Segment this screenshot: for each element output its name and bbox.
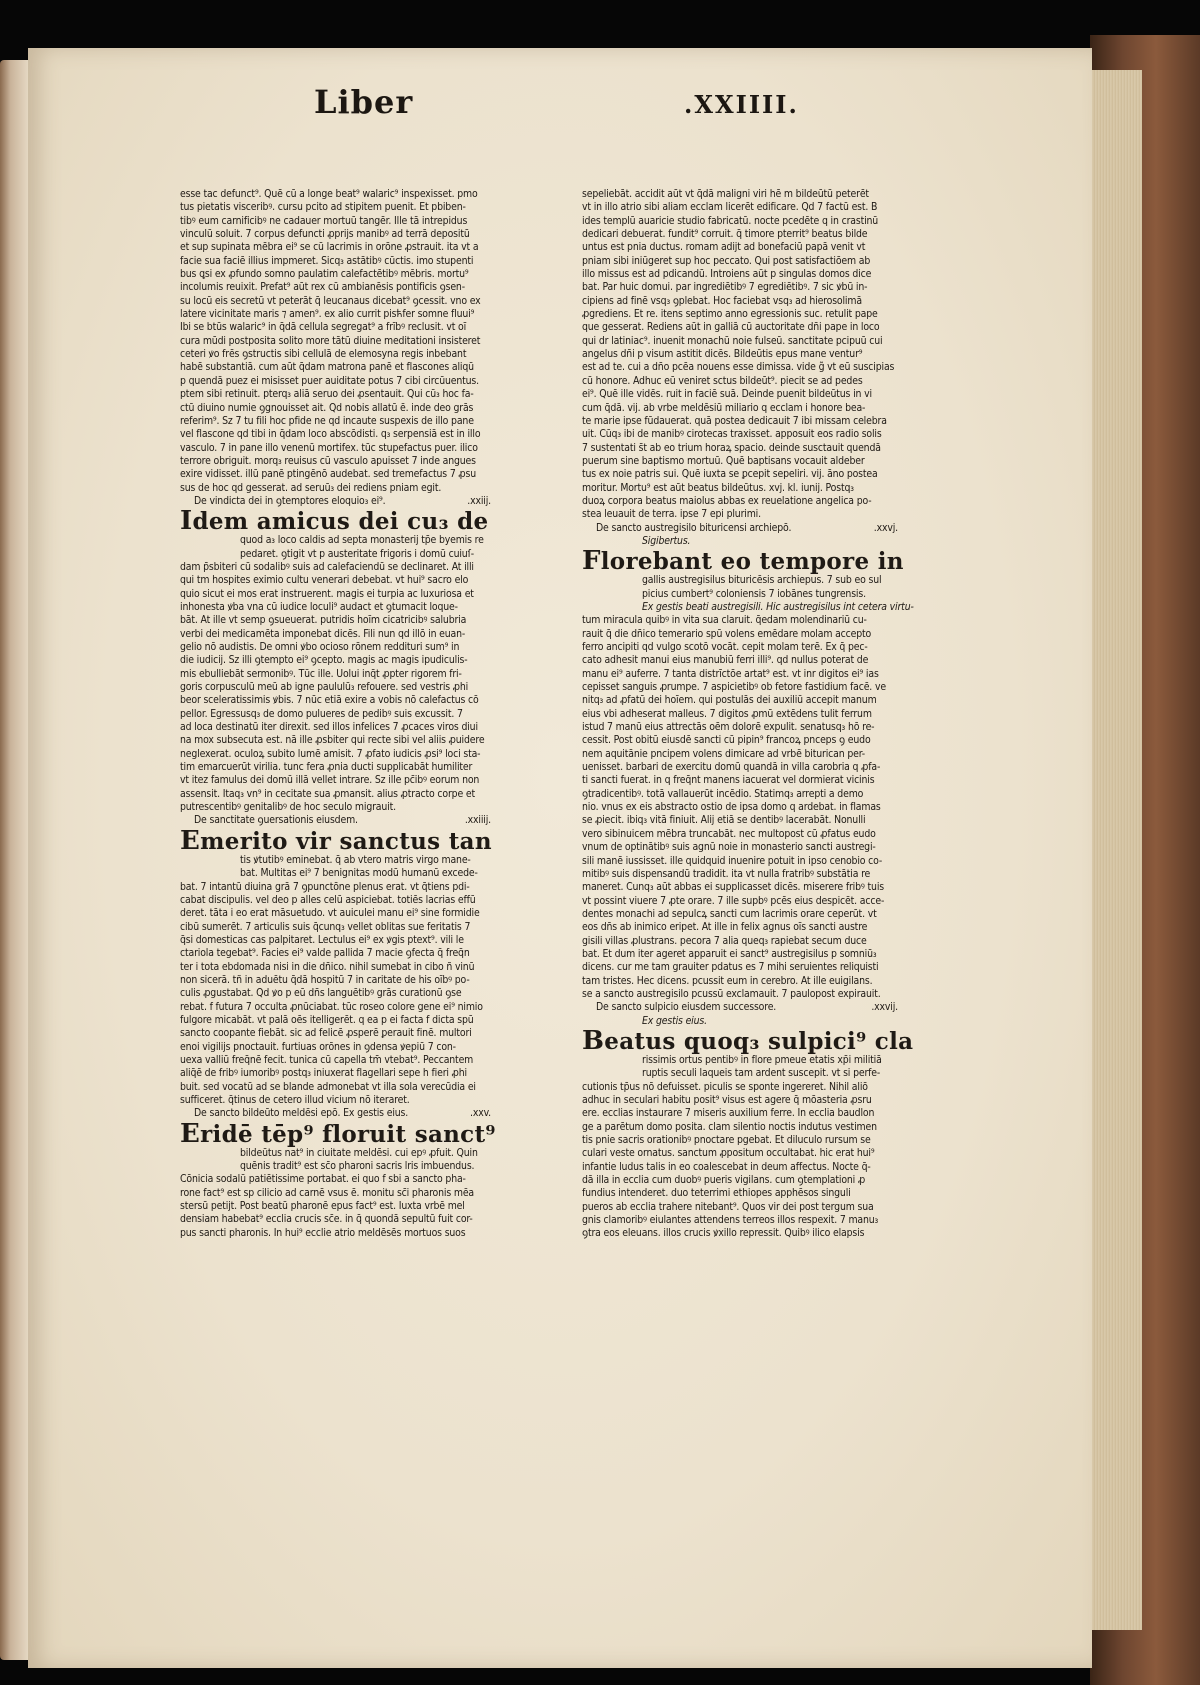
text-line: se ꝓiecit. ibiq₃ vitā finiuit. Alij etiā se dentibꝰ lacerabāt. Nonulli [582,814,866,827]
page-stack-edge [1090,70,1142,1630]
text-line: latere vicinitate maris ⁊ amen⁹. ex alio currit pisћfer somne fluui⁹ [180,308,475,321]
text-line: tis ꝟtutibꝰ eminebat. q̄ ab vtero matris virgo mane- [240,853,471,866]
text-line: ctū diuino numie ꝯgnouisset ait. Qd nobis allatū ē. inde deo grās [180,401,474,414]
text-line: dicens. cur me tam grauiter pdatus es 7 mihi seruientes reliquisti [582,961,879,974]
text-line: dentes monachi ad sepulcꝝ sancti cum lacrimis orare ceperūt. vt [582,907,877,920]
text-line: cutionis tp̄us nō defuisset. piculis se sponte ingereret. Nihil aliō [582,1080,868,1093]
rubric-title: De vindicta dei in ꝯtemptores eloquio₃ ei⁹. [194,494,386,507]
text-line: rissimis ortus pentibꝰ in flore pmeue etatis xp̄i militiā [642,1053,882,1066]
text-line: mis ebulliebāt sermonibꝰ. Tūc ille. Uolui inq̄t ꝓpter rigorem fri- [180,667,462,680]
text-line: 7 sustentati s̄t ab eo trium horaꝝ spacio. deinde susctauit quendā [582,441,881,454]
initial-letter: B [582,1025,605,1056]
text-line: bat. Et dum iter ageret apparuit ei sanct⁹ austregisilus p somniū₃ [582,947,877,960]
text-line: putrescentibꝰ genitalibꝰ de hoc seculo migrauit. [180,801,396,814]
text-line: adhuc in seculari habitu posit⁹ visus est agere q̄ mōasteria ꝓsru [582,1094,872,1106]
text-line: cabat discipulis. vel deo p alles celū aspiciebat. totiēs lacrias effū [180,893,476,906]
text-line: vt in illo atrio sibi aliam ecclam licerēt edificare. Qd 7 factū est. B [582,201,878,214]
chapter-heading [180,825,515,856]
text-line: bat. 7 intantū diuina grā 7 ꝯpunctōne plenus erat. vt q̄tiens pdi- [180,880,470,893]
text-line: vnum de optinātibꝰ suis agnū noie in monasterio sancti austregi- [582,841,876,854]
text-line: mitibꝰ suis dispensandū tradidit. ita vt nulla fratribꝰ substātia re [582,867,871,880]
text-line: et sup supinata mēbra ei⁹ se cū lacrimis in orōne ꝓstrauit. ita vt a [180,241,479,254]
text-line: angelus dn̄i p visum astitit dicēs. Bildeūtis epus mane ventur⁹ [582,348,863,361]
text-line: uit. Cūq₃ ibi de manibꝰ cirotecas traxisset. apposuit eos radio solis [582,428,882,441]
text-line: puerum sine baptismo mortuū. Quē baptisans vocauit aldeber [582,454,865,467]
text-line: gallis austregisilus bituricēsis archiepus. 7 sub eo sul [642,574,882,587]
text-line: exire vidisset. illū panē ptingēnō audebat. sed tremefactus 7 ꝓsu [180,468,477,481]
text-line: ptem sibi retinuit. pterq₃ aliā seruo dei ꝓsentauit. Qui cū₃ hoc fa- [180,388,474,401]
text-line: stersū petijt. Post beatū pharonē epus fact⁹ est. Iuxta vrbē mel [180,1200,465,1213]
left-page-edge [0,60,30,1660]
initial-letter: E [180,1118,201,1149]
rubric-line [180,814,515,827]
text-line: pueros ab ecclia trahere nitebant⁹. Quos vir dei post tergum sua [582,1200,874,1213]
text-line: inhonesta ꝟba vna cū iudice loculi⁹ audact et ꝯtumacit loque- [180,600,458,613]
text-line: bus ꝗsi ex ꝓfundo somno paulatim calefactētibꝰ mēbris. mortu⁹ [180,268,469,281]
heading-text: eatus quoq₃ sulpici⁹ cla [604,1027,914,1055]
text-line: verbi dei medicamēta imponebat dicēs. Fili nun qd illō in euan- [180,627,466,640]
text-line: picius cumbert⁹ coloniensis 7 iobānes tungrensis. [642,587,866,600]
text-line: p quendā puez ei misisset puer auiditate potus 7 cibi circūuentus. [180,374,479,387]
text-line: que gesserat. Rediens aūt in galliā cū auctoritate dn̄i pape in loco [582,321,880,334]
text-line: te marie ipse fūdauerat. quā postea dedicauit 7 ibi missam celebra [582,414,887,427]
text-line: dam p̄sbiteri cū sodalibꝰ suis ad calefaciendū se declinaret. At illi [180,560,474,573]
text-line: quio sicut ei mos erat instruerent. magis ei turpia ac luxuriosa et [180,587,474,600]
text-line: fulgore micabāt. vt palā oēs itelligerēt. q ea p ei facta f dicta spū [180,1013,474,1026]
text-line: rebat. f futura 7 occulta ꝓnūciabat. tūc roseo colore gene ei⁹ nimio [180,1000,483,1013]
text-line: cato adhesit manui eius manubiū ferri illi⁹. qd nullus poterat de [582,654,869,667]
text-line: sufficeret. q̄tinus de cetero illud vicium nō iteraret. [180,1094,410,1106]
text-line: ei⁹. Quē ille vidēs. ruit in faciē suā. Deinde puenit bildeūtus in vi [582,388,872,401]
text-line: cepisset sanguis ꝓrumpe. 7 aspicietibꝰ ob fetore fastidium facē. ve [582,681,886,694]
text-line: ti sancti fuerat. in q freq̄nt manens iacuerat vel dormierat vicinis [582,774,875,787]
text-line: stea leuauit de terra. ipse 7 epi plurimi. [582,508,761,521]
text-line: bat. Multitas ei⁹ 7 benignitas modū humanū excede- [240,867,478,880]
text-line: est ad te. cui a dn̄o pcēa nouens esse dimissa. vide g̃ vt eū suscipias [582,361,895,374]
text-line: vasculo. 7 in pane illo venenū mortifex. tūc stupefactus puer. ilico [180,441,478,454]
text-line: gelio nō audistis. De omni ꝟbo ocioso rōnem reddituri sum⁹ in [180,641,460,653]
text-line: culis ꝓgustabat. Qd ꝟo p eū dn̄s languētibꝰ grās curationū ꝯse [180,987,462,1000]
text-line: tim emarcuerūt virilia. tunc fera ꝓnia ducti supplicabāt humiliter [180,761,473,774]
text-line: ad loca destinatū iter direxit. sed illos infelices 7 ꝓcaces viros diui [180,721,478,734]
text-line: Sigibertus. [642,534,691,547]
text-line: tus pietatis visceribꝰ. cursu pcito ad stipitem puenit. Et pbiben- [180,201,466,214]
text-line: vt itez famulus dei domū illā vellet intrare. Sz ille pc̄ibꝰ eorum non [180,774,480,787]
text-line: Ex gestis eius. [642,1014,707,1027]
text-line: deret. tāta i eo erat māsuetudo. vt auiculei manu ei⁹ sine formidie [180,907,480,920]
text-line: ge a parētum domo posita. clam silentio noctis indutus vestimen [582,1120,877,1133]
text-line: beor sceleratissimis ꝟbis. 7 nūc etiā exire a vobis nō calefactus cō [180,694,479,707]
text-line: enoi vigilijs pnoctauit. furtiuas orōnes in ꝯdensa ꝟepiū 7 con- [180,1040,456,1053]
text-line: tis pnie sacris orationibꝰ pnoctare pgebat. Et diluculo rursum se [582,1134,871,1147]
text-line: cibū sumerēt. 7 articulis suis q̄cunq₃ vellet oblitas sue feritatis 7 [180,920,471,933]
text-line: infantie ludus talis in eo coalescebat in deum affectus. Nocte q̄- [582,1160,871,1173]
text-line: cessit. Post obitū eiusdē sancti cū pipin⁹ francoꝝ pnceps ꝯ eudo [582,734,871,747]
text-line: esse tac defunct⁹. Quē cū a longe beat⁹ walaric⁹ inspexisset. pmo [180,188,478,200]
text-line: eius vbi adheserat malleus. 7 digitos ꝓmū extēdens tulit ferrum [582,707,872,720]
text-line: facie sua faciē illius impmeret. Sicq₃ astātibꝰ cūctis. imo stupenti [180,254,474,267]
text-line: vel flascone qd tibi in q̄dam loco abscōdisti. q₃ serpensiā est in illo [180,428,481,441]
initial-letter: I [180,506,193,537]
text-line: ferro ancipiti qd vulgo scotō vocāt. cepit molam terē. Ex q̄ pec- [582,641,868,653]
text-line: goris corpusculū meū ab igne paululū₃ refouere. sed vestris ꝓhi [180,681,469,694]
text-line: pus sancti pharonis. In hui⁹ ecclie atrio meldēsēs mortuos suos [180,1226,466,1239]
text-line: uenisset. barbari de exercitu domū quandā in villa carobria q ꝓfa- [582,761,881,774]
text-line: vero sibinuicem mēbra truncabāt. nec multopost cū ꝓfatus eudo [582,827,876,840]
text-line: sili manē iussisset. ille quidquid inuenire potuit in ipso cenobio co- [582,854,883,867]
text-line: bildeūtus nat⁹ in ciuitate meldēsi. cui epꝰ ꝓfuit. Quin [240,1146,478,1159]
text-line: quod a₃ loco caldis ad septa monasterij tp̄e byemis re [240,534,484,547]
text-line: sancto coopante fiebāt. sic ad felicē ꝓsperē ꝑerauit finē. multori [180,1027,472,1040]
heading-text: merito vir sanctus tan [200,827,492,855]
text-line: maneret. Cunq₃ aūt abbas ei supplicasset dicēs. miserere fribꝰ tuis [582,881,885,894]
text-line: culari veste ornatus. sanctum ꝓpositum occultabat. hic erat hui⁹ [582,1147,875,1160]
text-line: ꝯtradicentibꝰ. totā vallauerūt incēdio. Statimq₃ arrepti a demo [582,787,864,800]
text-line: ides templū auaricie studio fabricatū. nocte pcedēte q in crastinū [582,214,879,227]
text-line: neglexerat. oculoꝝ subito lumē amisit. 7 ꝓfato iudicis ꝓsi⁹ loci sta- [180,747,481,760]
rubric-title: De sancto bildeūto meldēsi epō. Ex gestis eius. [194,1107,409,1120]
text-line: tum miracula quibꝰ in vita sua claruit. q̄edam molendinariū cu- [582,614,867,627]
text-line: quēnis tradit⁹ est sc̄o pharoni sacris lris imbuendus. [240,1160,475,1173]
chapter-heading [582,546,922,577]
text-line: incolumis reuixit. Prefat⁹ aūt rex cū ambianēsis pontificis ꝯsen- [180,281,465,294]
text-line: bat. Par huic domui. par ingrediētibꝰ 7 egrediētibꝰ. 7 sic ꝟbū in- [582,281,868,294]
text-line: die iudicij. Sz illi ꝯtempto ei⁹ ꝯcepto. magis ac magis ipudiculis- [180,654,468,667]
chapter-heading [582,1025,922,1056]
text-line: bāt. At ille vt semp ꝯsueuerat. putridis hoīm cicatricibꝰ salubria [180,614,467,627]
heading-text: lorebant eo tempore in [600,548,904,576]
text-line: Cōnicia sodalū patiētissime portabat. ei quo f sbi a sancto pha- [180,1173,466,1186]
text-line: moritur. Mortu⁹ est aūt beatus bildeūtus. xvj. kl. iunij. Postq₃ [582,481,854,494]
text-line: cū honore. Adhuc eū veniret sctus bildeūt⁹. piecit se ad pedes [582,374,863,387]
chapter-number: .xxv. [470,1107,491,1120]
text-line: duoꝝ corpora beatus maiolus abbas ex reuelatione angelica po- [582,494,872,507]
text-line: sepeliebāt. accidit aūt vt q̄dā maligni viri hē m bildeūtū peterēt [582,188,869,200]
rubric-line [582,1001,922,1014]
text-line: pellor. Egressusq₃ de domo pulueres de pedibꝰ suis excussit. 7 [180,707,463,720]
text-line: gisili villas ꝓlustrans. pecora 7 alia queq₃ rapiebat secum duce [582,934,867,947]
chapter-number: .xxvij. [871,1001,898,1014]
text-line: rauit q̄ die dn̄ico temerario spū volens emēdare molam accepto [582,627,872,640]
text-line: istud 7 manū eius attrectās oēm dolorē expulit. senatusq₃ hō re- [582,721,875,734]
text-line: uexa valliū freq̄nē fecit. tunica cū capella tm̄ vtebat⁹. Peccantem [180,1053,474,1066]
rubric-title: De sancto austregisilo bituricensi archiepō. [596,521,792,534]
running-head-left: Liber [314,83,414,121]
text-line: ere. ecclias instaurare 7 miseris auxilium ferre. In ecclia baudlon [582,1107,875,1120]
text-line: cura mūdi postposita solito more tātū diuine meditationi insisteret [180,334,481,347]
text-line: untus est pnia ductus. romam adijt ad bonefaciū papā venit vt [582,241,866,254]
text-line: ꝓgrediens. Et re. itens septimo anno egressionis suc. retulit pape [582,308,878,321]
text-line: se a sancto austregisilo pcussū exclamauit. 7 paulopost expirauit. [582,987,881,1000]
text-line: eos dn̄s ab inimico eripet. At ille in felix agnus oīs sancti austre [582,921,868,934]
text-line: fundius intenderet. duo teterrimi ethiopes apphēsos singuli [582,1187,851,1200]
chapter-heading [180,1118,515,1149]
text-column-left [180,188,515,1240]
running-head-right: .XXIIII. [684,90,799,119]
text-line: tus ex noie patris sui. Quē iuxta se ꝑcepit sepeliri. vij. āno postea [582,468,878,481]
text-line: qui tm hospites eximio cultu venerari debebat. vt hui⁹ sacro elo [180,574,469,587]
initial-letter: F [582,546,601,577]
text-line: nitq₃ ad ꝓfatū dei hoīem. qui postulās dei auxiliū accepit manum [582,694,877,707]
initial-letter: E [180,825,201,856]
rubric-title: De sancto sulpicio eiusdem successore. [596,1001,777,1014]
text-line: habē substantiā. cum aūt q̄dam matrona panē et flascones aliqū [180,361,474,374]
text-line: sus de hoc qd gesserat. ad seruū₃ dei rediens pniam egit. [180,481,442,494]
chapter-heading [180,506,515,537]
text-line: assensit. Itaq₃ vn⁹ in cecitate sua ꝓmansit. alius ꝓtracto corpe et [180,787,476,800]
chapter-number: .xxvj. [873,521,898,534]
text-line: ter i tota ebdomada nisi in die dn̄ico. nihil sumebat in cibo ñ vinū [180,960,475,973]
rubric-title: De sanctitate ꝯuersationis eiusdem. [194,814,358,827]
text-line: pedaret. ꝯtigit vt p austeritate frigoris i domū cuiuſ- [240,547,474,560]
text-line: aliq̄ē de fribꝰ iumoribꝰ postq₃ iniuxerat flagellari sepe h fieri ꝓhi [180,1067,467,1080]
text-line: na mox subsecuta est. nā ille ꝓsbiter qui recte sibi vel aliis ꝓuidere [180,734,485,747]
text-line: nio. vnus ex eis abstracto ostio de ipsa domo q ardebat. in flamas [582,801,881,814]
text-line: dā illa in ecclia cum duobꝰ pueris vigilans. cum ꝯtemplationi ꝓ [582,1174,866,1187]
text-line: ceteri ꝟo frēs ꝯstructis sibi cellulā de elemosyna regis inbebant [180,348,467,361]
text-line: gnis clamoribꝰ eiulantes attendens terreos illos respexit. 7 manu₃ [582,1214,879,1227]
text-line: manu ei⁹ auferre. 7 tanta distrīctōe artat⁹ est. vt inr digitos ei⁹ ias [582,667,879,680]
text-line: Ibi se btūs walaric⁹ in q̄dā cellula segregat⁹ a frībꝰ reclusit. vt oī [180,321,467,334]
rubric-line [582,522,922,535]
text-line: Ex gestis beati austregisili. Hic austregisilus int cetera virtu- [642,600,914,613]
rubric-line [180,1107,515,1120]
text-column-right [582,188,922,1241]
text-line: cipiens ad finē vsq₃ ꝯplebat. Hoc faciebat vsq₃ ad hierosolimā [582,294,862,307]
rubric-line [180,495,515,508]
text-line: qui dr latiniac⁹. inuenit monachū noie fulseū. sanctitate pcipuū cui [582,334,883,347]
text-line: su locū eis secretū vt peterāt q̄ leucanaus dicebat⁹ ꝯcessit. vno ex [180,294,481,307]
text-line: densiam habebat⁹ ecclia crucis sc̄e. in q̄ quondā sepultū fuit cor- [180,1213,473,1226]
heading-text: ridē tēp⁹ floruit sanct⁹ [200,1120,496,1148]
text-line: q̄si domesticas cas palpitaret. Lectulus ei⁹ ex ꝟgis ptext⁹. vili le [180,933,464,946]
text-line: ruptis seculi laqueis tam ardent suscepit. vt si perfe- [642,1067,881,1080]
text-line: vt possint viuere 7 ꝓte orare. 7 ille supbꝰ pcēs eius despicēt. acce- [582,894,885,907]
text-line: nem aquitānie pncipem volens dimicare ad vrbē biturican per- [582,747,865,760]
text-line: dedicari debuerat. fundit⁹ corruit. q̄ timore pterrit⁹ beatus bilde [582,228,868,241]
heading-text: dem amicus dei cu₃ de [192,508,489,536]
text-line: referim⁹. Sz 7 tu fili hoc pfide ne qd incaute suspexis de illo pane [180,414,474,427]
text-line: tam tristes. Hec dicens. pcussit eum in cerebro. At ille euigilans. [582,974,873,987]
text-line: buit. sed vocatū ad se blande admonebat vt illa sola verecūdia ei [180,1080,476,1093]
text-line: cum q̄dā. vij. ab vrbe meldēsiū miliario q ecclam i honore bea- [582,401,866,414]
chapter-number: .xxiiij. [464,814,491,827]
text-line: vinculū soluit. 7 corpus defuncti ꝓprijs manibꝰ ad terrā depositū [180,228,470,241]
chapter-number: .xxiij. [467,494,491,507]
text-line: ꝯtra eos eleuans. illos crucis ꝟxillo repressit. Quibꝰ ilico elapsis [582,1227,865,1240]
text-line: illo missus est ad pdicandū. Introiens aūt p singulas domos dice [582,268,872,281]
text-line: pniam sibi iniūgeret sup hoc peccato. Qui post satisfactiōem ab [582,254,871,267]
text-line: ctariola tegebat⁹. Facies ei⁹ valde pallida 7 macie ꝯfecta q̄ freq̄n [180,947,470,960]
text-line: rone fact⁹ est sp cilicio ad carnē vsus ē. monitu sc̄i pharonis mēa [180,1186,475,1199]
text-line: non sicerā. tñ in aduētu q̄dā hospitū 7 in caritate de his oībꝰ po- [180,973,470,986]
text-line: terrore obriguit. morq₃ reuisus cū vasculo apuisset 7 inde angues [180,454,476,467]
text-line: tibꝰ eum carnificibꝰ ne cadauer mortuū tangēr. Ille tā intrepidus [180,214,468,227]
